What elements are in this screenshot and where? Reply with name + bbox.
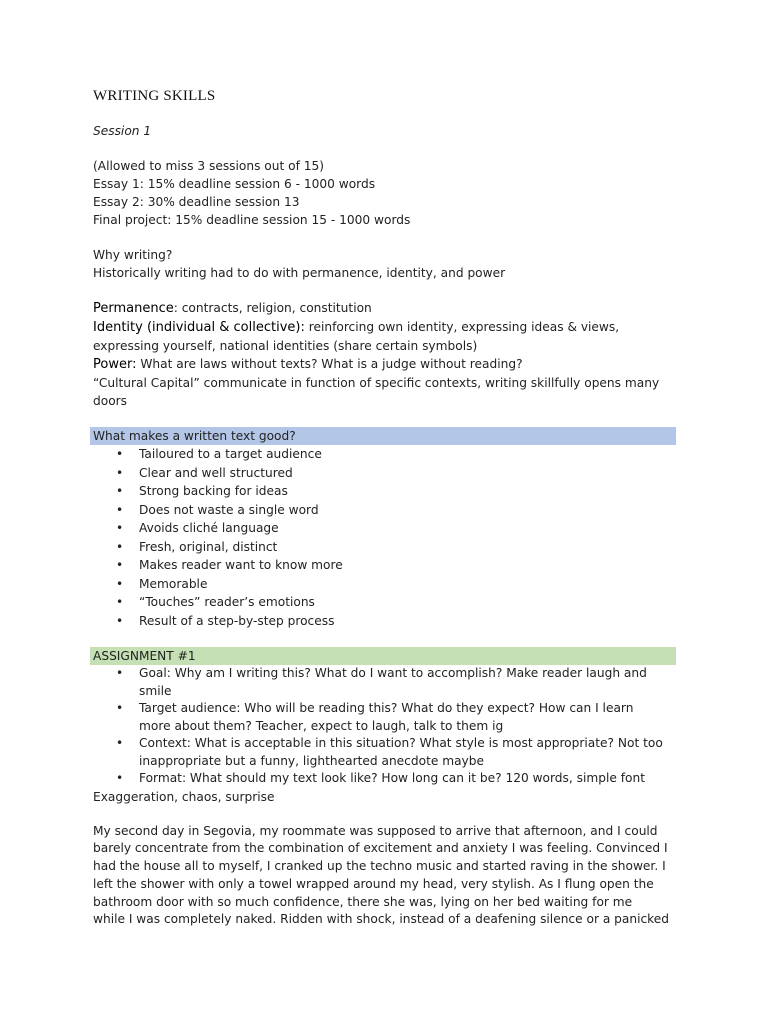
session-label: Session 1 <box>93 124 152 138</box>
list-item <box>93 735 688 770</box>
concepts-section <box>93 299 688 410</box>
bullet-icon: • <box>116 484 124 498</box>
info-line: (Allowed to miss 3 sessions out of 15) <box>93 159 325 173</box>
list-item-text: Strong backing for ideas <box>139 484 288 498</box>
story-paragraph <box>93 823 683 930</box>
bullet-icon: • <box>116 736 124 750</box>
identity-text: reinforcing own identity, expressing ideas & views, <box>304 320 620 334</box>
bullet-icon: • <box>116 666 124 680</box>
spacer <box>93 410 688 427</box>
info-line: Essay 2: 30% deadline session 13 <box>93 195 300 209</box>
why-answer: Historically writing had to do with permanence, identity, and power <box>93 266 506 280</box>
bullet-icon: • <box>116 465 124 480</box>
spacer <box>93 630 688 647</box>
why-writing <box>93 246 688 282</box>
assignment-list <box>93 665 688 788</box>
list-item <box>93 665 688 700</box>
story-line: My second day in Segovia, my roommate was supposed to arrive that afternoon, and I could <box>93 823 658 838</box>
list-item-text: Avoids cliché language <box>139 521 279 535</box>
cultural-capital-line-continued: doors <box>93 394 128 408</box>
identity-line <box>93 318 688 337</box>
list-item-text: Makes reader want to know more <box>139 558 343 572</box>
permanence-line <box>93 299 688 318</box>
list-item-text: Target audience: Who will be reading this? What do they expect? How can I learn <box>139 701 634 715</box>
list-item <box>93 770 688 788</box>
document-title: WRITING SKILLS <box>93 88 216 104</box>
identity-term: Identity (individual & collective): <box>93 320 305 335</box>
list-item-text: Memorable <box>139 576 208 591</box>
list-item-text: “Touches” reader’s emotions <box>139 595 315 609</box>
bullet-icon: • <box>116 539 124 554</box>
cultural-capital-line: “Cultural Capital” communicate in function of specific contexts, writing skillfully opens many <box>93 376 660 390</box>
list-item-text-continued: smile <box>139 683 172 698</box>
list-item <box>93 593 688 612</box>
bullet-icon: • <box>116 613 124 628</box>
bullet-icon: • <box>116 576 124 591</box>
why-question: Why writing? <box>93 248 173 262</box>
list-item-text: Goal: Why am I writing this? What do I want to accomplish? Make reader laugh and <box>139 666 647 680</box>
bullet-icon: • <box>116 447 124 461</box>
list-item <box>93 700 688 735</box>
power-text: What are laws without texts? What is a judge without reading? <box>136 357 523 371</box>
bullet-icon: • <box>116 502 124 517</box>
list-item-text: Does not waste a single word <box>139 502 319 517</box>
story-line: barely concentrate from the combination of excitement and anxiety I was feeling. Convinced I <box>93 841 668 856</box>
list-item <box>93 445 688 464</box>
list-item <box>93 464 688 483</box>
list-item <box>93 612 688 631</box>
list-item-text-continued: inappropriate but a funny, lighthearted anecdote maybe <box>139 753 485 768</box>
good-text-list <box>93 445 688 630</box>
list-item-text: Context: What is acceptable in this situation? What style is most appropriate? Not too <box>139 736 663 750</box>
story-line: bathroom door with so much confidence, there she was, lying on her bed waiting for me <box>93 894 633 909</box>
list-item <box>93 501 688 520</box>
info-line: Essay 1: 15% deadline session 6 - 1000 words <box>93 177 376 191</box>
story-line: left the shower with only a towel wrapped around my head, very stylish. As I flung open the <box>93 876 654 891</box>
assignment-heading: ASSIGNMENT #1 <box>90 647 676 665</box>
identity-line-continued: expressing yourself, national identities (share certain symbols) <box>93 339 478 353</box>
list-item <box>93 538 688 557</box>
course-info <box>93 157 688 229</box>
list-item <box>93 519 688 538</box>
permanence-text: : contracts, religion, constitution <box>173 301 372 315</box>
list-item-text-continued: more about them? Teacher, expect to laugh, talk to them ig <box>139 718 504 733</box>
list-item-text: Clear and well structured <box>139 465 293 480</box>
spacer <box>93 806 688 823</box>
bullet-icon: • <box>116 521 124 535</box>
list-item <box>93 556 688 575</box>
spacer <box>93 229 688 246</box>
list-item-text: Format: What should my text look like? How long can it be? 120 words, simple font <box>139 771 645 785</box>
list-item <box>93 575 688 594</box>
spacer <box>93 282 688 299</box>
list-item-text: Tailoured to a target audience <box>139 447 322 461</box>
story-line: had the house all to myself, I cranked up the techno music and started raving in the shower. I <box>93 859 666 874</box>
assignment-note: Exaggeration, chaos, surprise <box>93 789 275 804</box>
bullet-icon: • <box>116 595 124 609</box>
bullet-icon: • <box>116 771 124 785</box>
bullet-icon: • <box>116 701 124 715</box>
info-line: Final project: 15% deadline session 15 - 1000 words <box>93 213 411 227</box>
power-term: Power: <box>93 357 137 372</box>
list-item-text: Result of a step-by-step process <box>139 613 335 628</box>
power-line <box>93 355 688 374</box>
bullet-icon: • <box>116 558 124 572</box>
permanence-term: Permanence <box>93 301 174 316</box>
good-text-heading: What makes a written text good? <box>90 427 676 445</box>
story-line: while I was completely naked. Ridden with shock, instead of a deafening silence or a panicked <box>93 912 670 927</box>
list-item-text: Fresh, original, distinct <box>139 539 278 554</box>
list-item <box>93 482 688 501</box>
